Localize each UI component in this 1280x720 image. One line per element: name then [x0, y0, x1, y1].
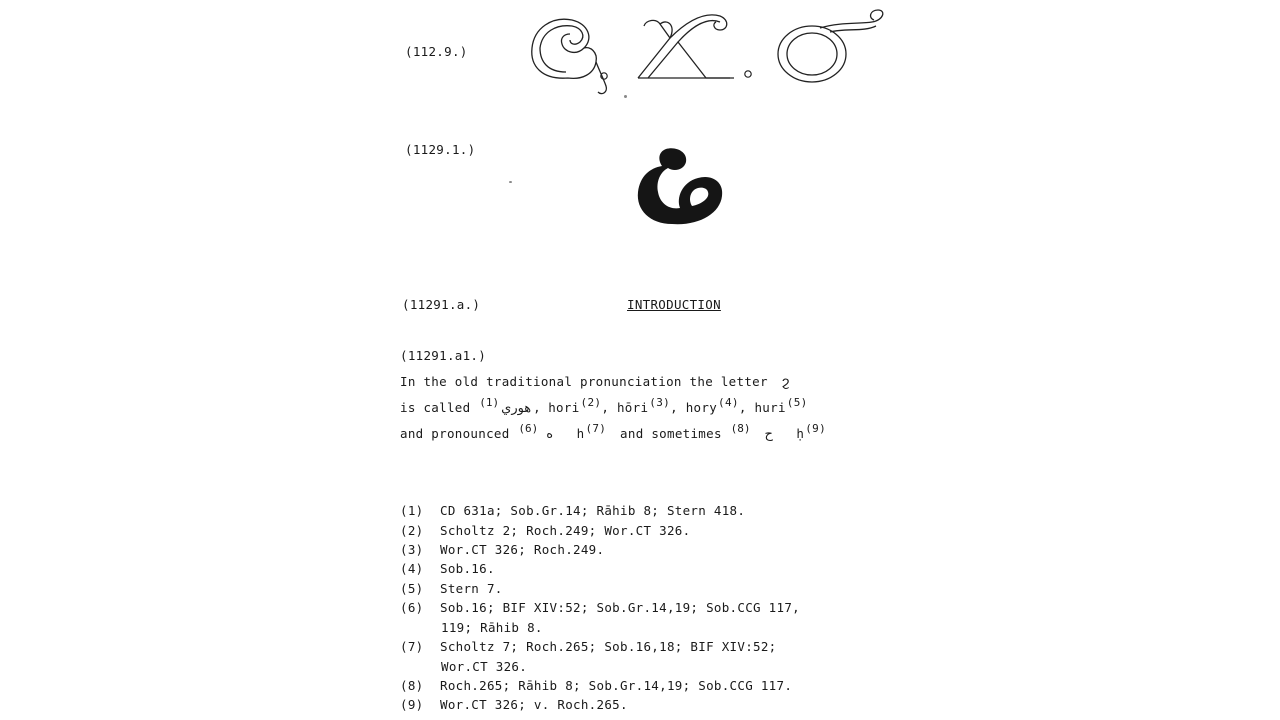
outlined-glyph-1 — [532, 19, 607, 93]
footnote-item — [400, 561, 495, 576]
footnote-number: (2) — [400, 523, 424, 538]
variant-hory: , hory — [670, 400, 718, 415]
paragraph-text: is called — [400, 400, 471, 415]
paragraph-line-3 — [400, 422, 827, 442]
footnote-number: (8) — [400, 678, 424, 693]
outlined-glyph-3 — [778, 10, 883, 82]
outlined-glyph-2 — [638, 15, 734, 78]
footnote-continuation: Wor.CT 326. — [441, 659, 528, 674]
footnote-continuation: 119; Rāhib 8. — [441, 620, 543, 635]
variant-huri: , huri — [738, 400, 786, 415]
variant-hori-macron: , hōri — [601, 400, 649, 415]
sound-h-dot: ḥ — [796, 426, 805, 441]
outlined-letters-illustration — [520, 8, 900, 100]
footnote-number: (7) — [400, 639, 424, 654]
footnote-number: (3) — [400, 542, 424, 557]
arabic-ha: ح — [764, 427, 773, 442]
footnote-item — [400, 678, 792, 693]
footnote-item — [400, 523, 690, 538]
section-number-1: (112.9.) — [405, 44, 468, 59]
footnote-text: Wor.CT 326; Roch.249. — [440, 542, 605, 557]
footnote-text: Sob.16. — [440, 561, 495, 576]
outline-dot-2 — [745, 71, 751, 77]
section-number-3: (11291.a.) — [402, 297, 481, 312]
arabic-h: ه — [546, 427, 554, 442]
page-title: INTRODUCTION — [627, 297, 721, 312]
footnote-text: Sob.16; BIF XIV:52; Sob.Gr.14,19; Sob.CCG 117, — [440, 600, 800, 615]
footnote-ref: (6) — [518, 422, 539, 435]
footnote-ref: (3) — [649, 396, 671, 409]
footnote-item — [400, 542, 604, 557]
footnote-text: Wor.CT 326; v. Roch.265. — [440, 697, 628, 712]
paragraph-text: and sometimes — [620, 426, 722, 441]
footnote-item — [400, 639, 777, 654]
paper-speck — [624, 95, 627, 98]
footnote-ref: (1) — [479, 396, 500, 409]
footnote-number: (5) — [400, 581, 424, 596]
letter-glyph: ϩ — [781, 375, 790, 390]
paragraph-text: and pronounced — [400, 426, 510, 441]
section-number-2: (1129.1.) — [405, 142, 476, 157]
footnote-ref: (2) — [580, 396, 602, 409]
footnote-text: Stern 7. — [440, 581, 503, 596]
arabic-name: هوري — [501, 401, 532, 416]
footnote-item — [400, 581, 503, 596]
footnote-number: (6) — [400, 600, 424, 615]
footnote-text: CD 631a; Sob.Gr.14; Rāhib 8; Stern 418. — [440, 503, 746, 518]
footnote-item — [400, 503, 745, 518]
footnote-item — [400, 600, 800, 615]
paragraph-line-2 — [400, 396, 808, 416]
paragraph-line-1 — [400, 374, 790, 390]
footnote-number: (4) — [400, 561, 424, 576]
variant-hori: , hori — [533, 400, 580, 415]
paragraph-text: In the old traditional pronunciation the letter — [400, 374, 768, 389]
footnote-ref: (5) — [786, 396, 808, 409]
section-number-4: (11291.a1.) — [400, 348, 487, 363]
footnote-ref: (7) — [585, 422, 607, 435]
footnote-text: Scholtz 2; Roch.249; Wor.CT 326. — [440, 523, 691, 538]
footnote-ref: (8) — [730, 422, 751, 435]
sound-h: h — [576, 426, 585, 441]
footnote-number: (9) — [400, 697, 424, 712]
footnote-ref: (9) — [805, 422, 827, 435]
footnote-text: Scholtz 7; Roch.265; Sob.16,18; BIF XIV:52; — [440, 639, 777, 654]
bold-glyph-illustration — [632, 146, 728, 228]
footnote-number: (1) — [400, 503, 424, 518]
footnote-item — [400, 697, 628, 712]
paper-speck — [509, 181, 512, 183]
footnote-text: Roch.265; Rāhib 8; Sob.Gr.14,19; Sob.CCG 117. — [440, 678, 793, 693]
footnote-ref: (4) — [718, 396, 739, 409]
